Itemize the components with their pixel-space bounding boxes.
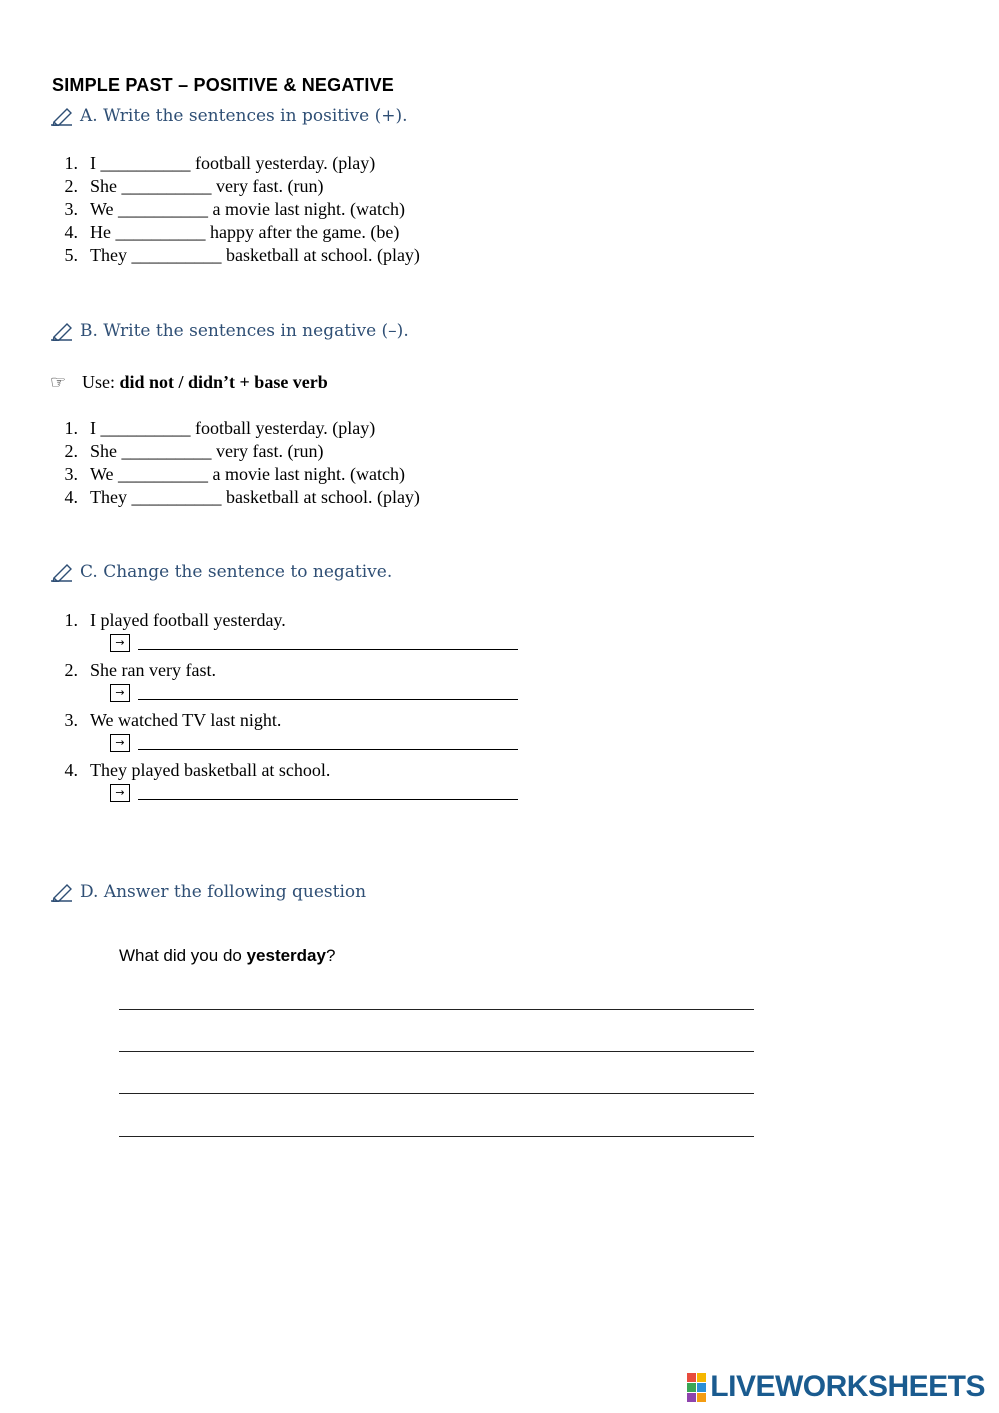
section-d-heading <box>50 882 366 902</box>
answer-line[interactable] <box>119 1009 754 1010</box>
liveworksheets-logo <box>687 1370 985 1404</box>
list-item: 2. She __________ very fast. (run) <box>64 176 324 196</box>
usage-hint <box>50 372 328 393</box>
answer-line[interactable] <box>138 737 518 750</box>
usage-rule: did not / didn’t + base verb <box>119 372 328 392</box>
section-d-heading-text: D. Answer the following question <box>80 882 367 902</box>
list-item: 1. I played football yesterday. → <box>48 609 518 659</box>
arrow-icon: → <box>110 684 130 702</box>
list-item: 4. He __________ happy after the game. (be) <box>64 222 400 242</box>
list-item: 2. She ran very fast. → <box>48 659 518 709</box>
arrow-icon: → <box>110 784 130 802</box>
arrow-icon: → <box>110 734 130 752</box>
answer-line[interactable] <box>138 687 518 700</box>
pencil-icon <box>50 321 74 341</box>
page-title: SIMPLE PAST – POSITIVE & NEGATIVE <box>52 75 394 95</box>
section-b-list <box>48 417 420 509</box>
section-a-heading-text: A. Write the sentences in positive (+). <box>80 106 408 126</box>
answer-line[interactable] <box>138 637 518 650</box>
section-a-list <box>48 152 420 267</box>
list-item: 5. They __________ basketball at school. (play) <box>64 245 420 265</box>
answer-line[interactable] <box>138 787 518 800</box>
list-item: 1. I __________ football yesterday. (play) <box>64 418 376 438</box>
pointing-hand-icon: ☞ <box>50 372 67 393</box>
section-b-heading-text: B. Write the sentences in negative (–). <box>80 321 409 341</box>
question: What did you do yesterday? <box>119 946 336 965</box>
section-b-heading <box>50 321 409 341</box>
logo-text: LIVEWORKSHEETS <box>710 1370 985 1403</box>
logo-blocks-icon <box>687 1373 706 1402</box>
list-item: 4. They __________ basketball at school. (play) <box>64 487 420 507</box>
answer-line[interactable] <box>119 1093 754 1094</box>
list-item: 3. We __________ a movie last night. (watch) <box>64 199 405 219</box>
list-item: 3. We watched TV last night. → <box>48 709 518 759</box>
section-a-heading <box>50 106 408 126</box>
pencil-icon <box>50 106 74 126</box>
section-c-list <box>48 609 518 809</box>
answer-line[interactable] <box>119 1051 754 1052</box>
section-c-heading-text: C. Change the sentence to negative. <box>80 562 393 582</box>
arrow-icon: → <box>110 634 130 652</box>
pencil-icon <box>50 562 74 582</box>
section-c-heading <box>50 562 392 582</box>
list-item: 2. She __________ very fast. (run) <box>64 441 324 461</box>
answer-line[interactable] <box>119 1136 754 1137</box>
list-item: 3. We __________ a movie last night. (watch) <box>64 464 405 484</box>
pencil-icon <box>50 882 74 902</box>
list-item: 1. I __________ football yesterday. (play) <box>64 153 376 173</box>
usage-label: Use: <box>82 372 115 392</box>
list-item: 4. They played basketball at school. → <box>48 759 518 809</box>
